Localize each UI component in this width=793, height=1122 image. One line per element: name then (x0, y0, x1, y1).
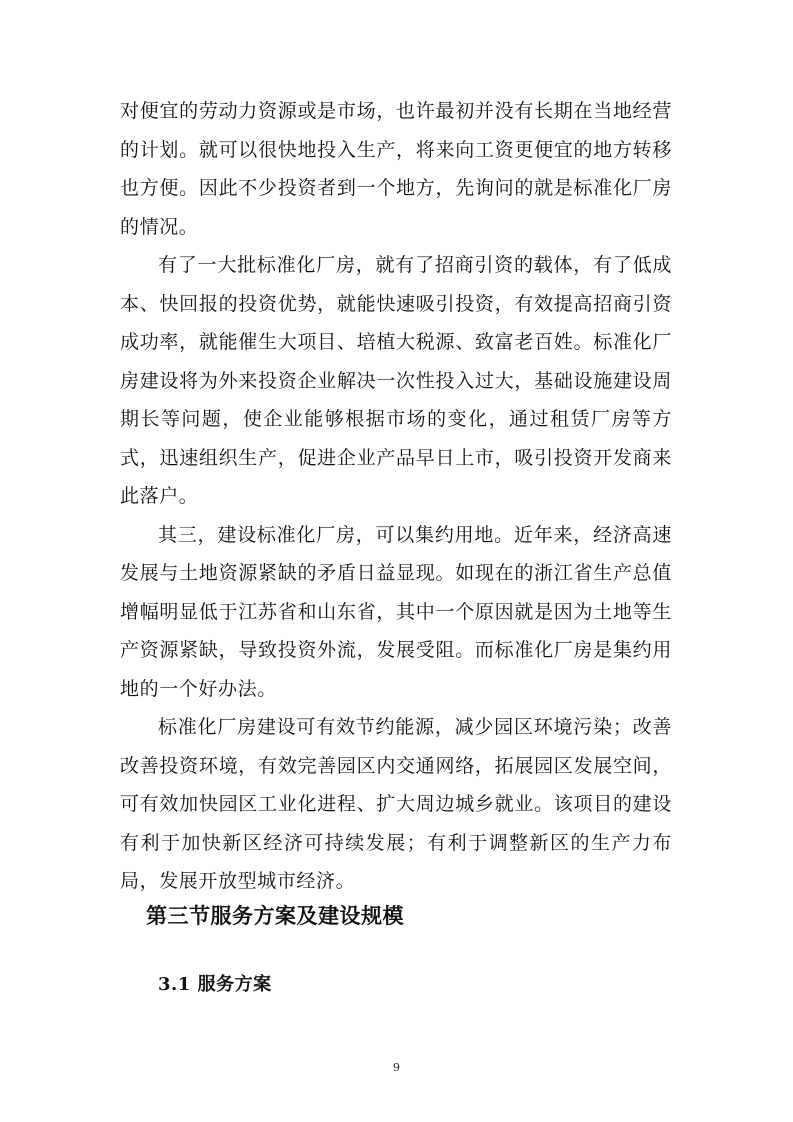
paragraph-investment-advantage: 有了一大批标准化厂房，就有了招商引资的载体，有了低成本、快回报的投资优势，就能快速吸引投资，有效提高招商引资成功率，就能催生大项目、培植大税源、致富老百姓。标准化厂房建设将为外来投资企业解决一次性投入过大，基础设施建设周期长等问题，使企业能够根据市场的变化，通过租赁厂房等方式，迅速组织生产，促进企业产品早日上市，吸引投资开发商来此落户。 (120, 254, 672, 507)
paragraph-energy-environment: 标准化厂房建设可有效节约能源，减少园区环境污染；改善改善投资环境，有效完善园区内交通网络，拓展园区发展空间，可有效加快园区工业化进程、扩大周边城乡就业。该项目的建设有利于加快新区经济可持续发展；有利于调整新区的生产力布局，发展开放型城市经济。 (120, 716, 672, 892)
body-text (120, 92, 672, 901)
paragraph-land-saving: 其三，建设标准化厂房，可以集约用地。近年来，经济高速发展与土地资源紧缺的矛盾日益显现。如现在的浙江省生产总值增幅明显低于江苏省和山东省，其中一个原因就是因为土地等生产资源紧缺，导致投资外流，发展受阻。而标准化厂房是集约用地的一个好办法。 (120, 523, 672, 700)
page-number: 9 (393, 1061, 400, 1074)
paragraph-continuation: 对便宜的劳动力资源或是市场，也许最初并没有长期在当地经营的计划。就可以很快地投入生产，将来向工资更便宜的地方转移也方便。因此不少投资者到一个地方，先询问的就是标准化厂房的情况。 (120, 100, 672, 238)
subsection-heading: 3.1 服务方案 (158, 974, 272, 995)
section-heading: 第三节服务方案及建设规模 (146, 904, 404, 928)
